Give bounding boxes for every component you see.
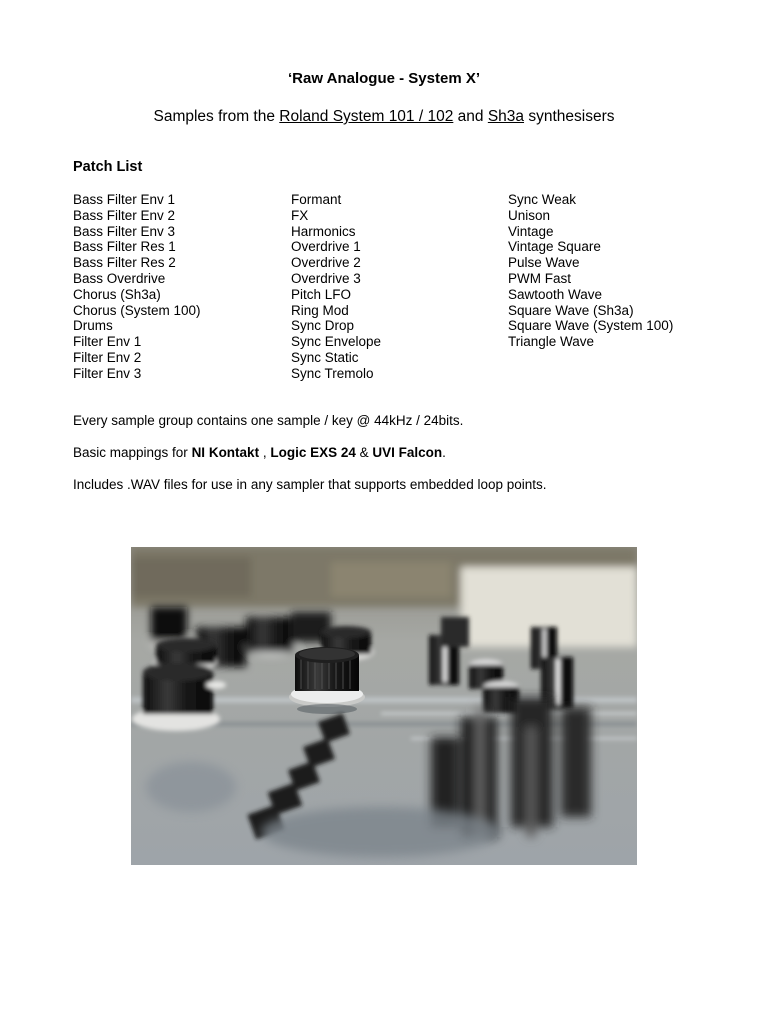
subtitle-suffix: synthesisers	[524, 108, 615, 125]
patch-item: Ring Mod	[291, 302, 349, 318]
mappings-sep-1: ,	[259, 445, 271, 460]
wav-files-paragraph: Includes .WAV files for use in any sampler that supports embedded loop points.	[73, 477, 547, 492]
patch-column-3	[508, 192, 673, 350]
patch-item: FX	[291, 207, 309, 223]
falcon-label: UVI Falcon	[372, 445, 443, 460]
patch-item: Sync Static	[291, 349, 359, 365]
patch-item: Sync Weak	[508, 192, 577, 207]
patch-item: Pulse Wave	[508, 255, 580, 271]
subtitle-prefix: Samples from the	[153, 108, 280, 125]
roland-system-link[interactable]: Roland System 101 / 102	[279, 108, 454, 125]
patch-item: Filter Env 1	[73, 334, 142, 350]
patch-item: Overdrive 2	[291, 255, 361, 271]
kontakt-label: NI Kontakt	[191, 445, 260, 460]
patch-item: Triangle Wave	[508, 334, 595, 350]
mappings-sep-2: &	[355, 445, 373, 460]
mappings-suffix: .	[442, 445, 446, 460]
patch-item: Filter Env 3	[73, 365, 142, 381]
patch-item: Harmonics	[291, 223, 356, 239]
patch-item: PWM Fast	[508, 270, 571, 286]
patch-item: Vintage	[508, 223, 554, 239]
patch-item: Sync Drop	[291, 318, 355, 334]
patch-item: Bass Filter Env 3	[73, 223, 176, 239]
patch-item: Pitch LFO	[291, 286, 352, 302]
patch-column-1	[73, 192, 201, 382]
mappings-paragraph	[73, 445, 446, 460]
synth-knobs-photo	[131, 547, 637, 865]
patch-item: Formant	[291, 192, 342, 207]
patch-column-2	[291, 192, 381, 382]
patch-item: Chorus (Sh3a)	[73, 286, 161, 302]
patch-item: Square Wave (Sh3a)	[508, 302, 634, 318]
sample-info-paragraph: Every sample group contains one sample / key @ 44kHz / 24bits.	[73, 413, 464, 428]
patch-list-heading: Patch List	[73, 159, 143, 175]
patch-item: Bass Filter Res 2	[73, 255, 176, 271]
subtitle-middle: and	[453, 108, 488, 125]
patch-item: Bass Filter Env 2	[73, 207, 176, 223]
synth-knobs-illustration	[131, 547, 637, 865]
patch-item: Square Wave (System 100)	[508, 318, 674, 334]
patch-item: Drums	[73, 318, 113, 334]
patch-item: Sync Tremolo	[291, 365, 374, 381]
document-subtitle	[0, 108, 768, 126]
document-title: ‘Raw Analogue - System X’	[288, 70, 480, 87]
patch-item: Vintage Square	[508, 239, 601, 255]
patch-item: Bass Filter Res 1	[73, 239, 176, 255]
exs24-label: Logic EXS 24	[270, 445, 356, 460]
patch-item: Overdrive 1	[291, 239, 361, 255]
patch-item: Overdrive 3	[291, 270, 361, 286]
patch-item: Bass Overdrive	[73, 270, 166, 286]
patch-item: Sync Envelope	[291, 334, 382, 350]
patch-item: Unison	[508, 207, 551, 223]
mappings-prefix: Basic mappings for	[73, 445, 192, 460]
patch-item: Sawtooth Wave	[508, 286, 603, 302]
patch-item: Chorus (System 100)	[73, 302, 201, 318]
patch-item: Bass Filter Env 1	[73, 192, 176, 207]
sh3a-link[interactable]: Sh3a	[487, 108, 525, 125]
patch-item: Filter Env 2	[73, 349, 142, 365]
